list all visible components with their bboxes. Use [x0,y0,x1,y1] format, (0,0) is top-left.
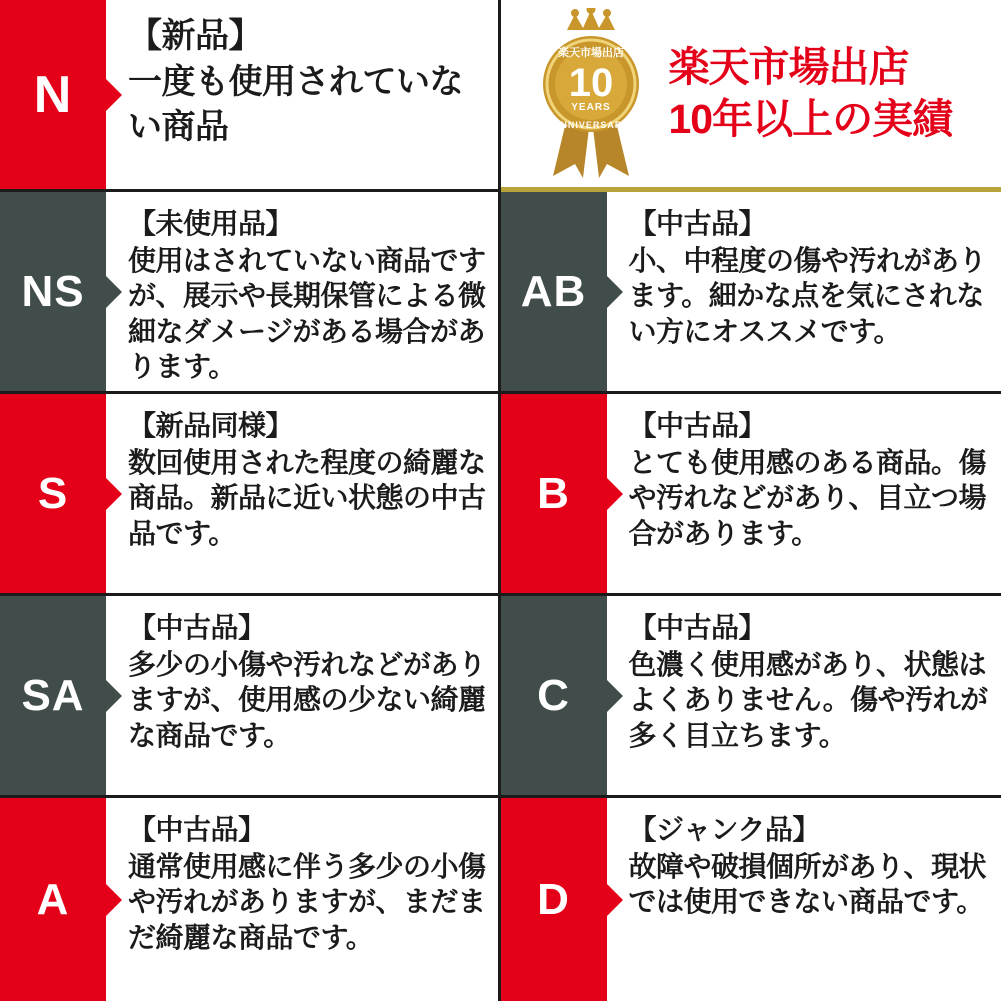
rank-cell-ab [501,192,1001,394]
rank-cell-ns [0,192,501,394]
promo-line-1: 楽天市場出店 [668,44,909,91]
rank-badge-b [501,394,607,593]
rank-label: B [537,468,570,518]
rank-label: A [36,874,70,924]
rank-label: D [537,874,570,924]
rank-title: 【中古品】 [628,410,767,441]
svg-text:ANNIVERSARY: ANNIVERSARY [552,119,629,130]
rank-cell-b [501,394,1001,596]
rank-body: 使用はされていない商品ですが、展示や長期保管による微細なダメージがある場合があります。 [128,244,486,383]
arrow-right-icon [105,477,122,511]
rank-title: 【新品】 [128,17,262,55]
arrow-right-icon [105,275,122,309]
rank-label: AB [520,266,587,316]
rank-body: 多少の小傷や汚れなどがありますが、使用感の少ない綺麗な商品です。 [128,648,486,751]
arrow-right-icon [105,679,122,713]
rank-cell-c [501,596,1001,798]
rank-cell-a [0,798,501,1001]
rank-description [106,798,498,1001]
rank-cell-n [0,0,501,192]
promo-content [501,0,1001,187]
rank-badge-c [501,596,607,795]
rank-label: S [37,468,69,518]
arrow-right-icon [105,78,122,112]
rank-description [607,394,1001,593]
arrow-right-icon [606,679,623,713]
svg-text:10: 10 [568,60,613,105]
rank-description [106,394,498,593]
rank-title: 【新品同様】 [128,410,294,441]
rank-body: とても使用感のある商品。傷や汚れなどがあり、目立つ場合があります。 [628,446,987,549]
rank-body: 小、中程度の傷や汚れがあります。細かな点を気にされない方にオススメです。 [628,244,987,347]
rank-badge-s [0,394,106,593]
anniversary-badge [523,8,659,180]
rank-title: 【未使用品】 [128,208,294,239]
rank-description [607,798,1001,1001]
rank-badge-a [0,798,106,1001]
rank-title: 【中古品】 [128,814,266,845]
rank-body: 通常使用感に伴う多少の小傷や汚れがありますが、まだまだ綺麗な商品です。 [128,850,486,953]
rank-title: 【中古品】 [628,208,767,239]
rank-body: 色濃く使用感があり、状態はよくありません。傷や汚れが多く目立ちます。 [628,648,988,751]
rank-cell-d [501,798,1001,1001]
rank-cell-s [0,394,501,596]
rank-badge-ns [0,192,106,391]
rank-badge-sa [0,596,106,795]
rank-label: NS [21,266,85,316]
rank-title: 【中古品】 [128,612,266,643]
svg-text:楽天市場出店: 楽天市場出店 [557,46,624,59]
promo-cell [501,0,1001,192]
rank-title: 【ジャンク品】 [628,814,820,845]
rank-badge-n [0,0,106,189]
promo-text [669,42,992,145]
rank-description [106,0,498,189]
rank-description [607,596,1001,795]
rank-cell-sa [0,596,501,798]
rank-badge-d [501,798,607,1001]
rank-description [106,192,498,391]
rank-description [106,596,498,795]
rank-body: 数回使用された程度の綺麗な商品。新品に近い状態の中古品です。 [128,446,486,549]
arrow-right-icon [606,477,623,511]
arrow-right-icon [606,275,623,309]
rank-label: N [33,65,73,124]
arrow-right-icon [606,883,623,917]
svg-text:YEARS: YEARS [570,101,611,113]
promo-line-2: 10年以上の実績 [668,95,953,142]
rank-body: 一度も使用されていない商品 [128,63,463,147]
arrow-right-icon [105,883,122,917]
rank-body: 故障や破損個所があり、現状では使用できない商品です。 [628,850,987,918]
rank-description [607,192,1001,391]
rank-badge-ab [501,192,607,391]
rank-title: 【中古品】 [628,612,767,643]
rank-label: SA [21,670,85,720]
rank-label: C [537,670,570,720]
